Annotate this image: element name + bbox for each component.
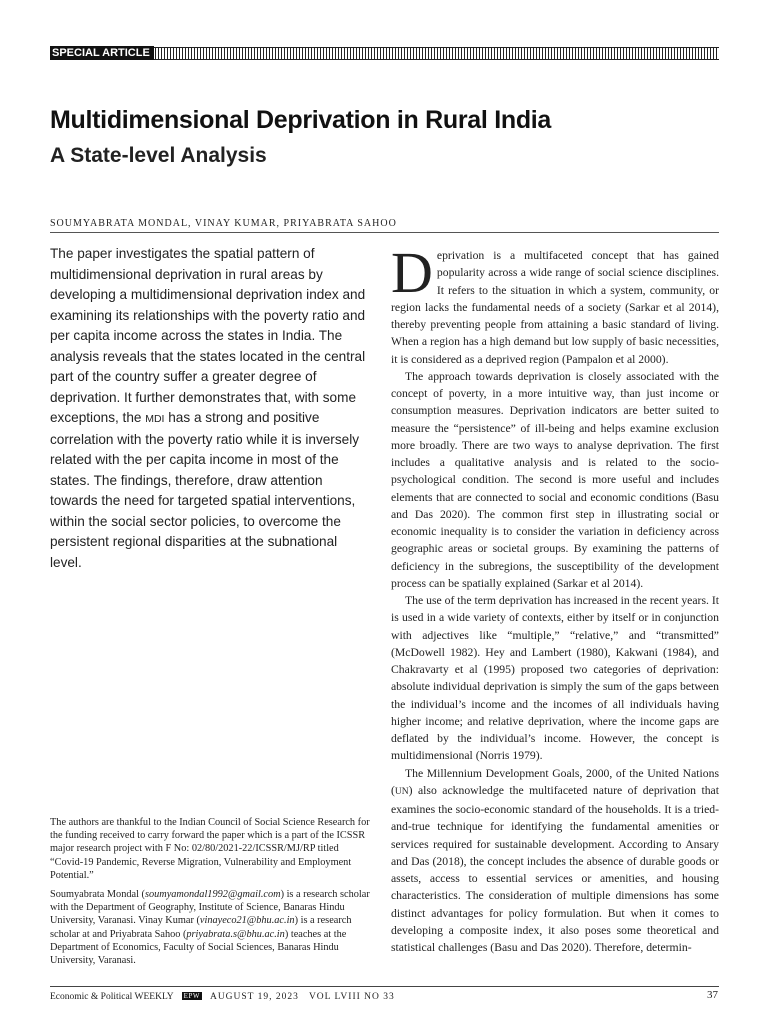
author-notes: [50, 816, 372, 973]
acknowledgement-note: The authors are thankful to the Indian Council of Social Science Research for the funding received to carry forward the paper which is a part of the ICSSR major research project with F No: 02/80/2021-22/ICSSR/MJ/RP titled “Covid-19 Pandemic, Reverse Migration, Vulnerability and Employment Potential.”: [50, 817, 370, 881]
author-email-3: priyabrata.s@bhu.ac.in: [186, 928, 285, 940]
article-subtitle: A State-level Analysis: [50, 144, 267, 167]
un-acronym: UN: [394, 786, 409, 797]
journal-name: Economic & Political WEEKLY: [50, 992, 174, 1002]
author-email-2: vinayeco21@bhu.ac.in: [199, 915, 295, 927]
page-number: 37: [707, 989, 718, 1001]
body-paragraph-4-text-a: The Millennium Development Goals, 2000, of the United Nations (: [391, 766, 719, 797]
section-label: SPECIAL ARTICLE: [50, 46, 154, 60]
author-email-1: soumyamondal1992@gmail.com: [144, 889, 281, 901]
affiliation-text-3: ) is a research scholar at and Priyabrata Sahoo (: [50, 915, 352, 940]
abstract-acronym: MDI: [145, 413, 165, 425]
body-paragraph-4: [391, 765, 719, 957]
affiliation-note: [50, 888, 372, 967]
abstract: [50, 244, 372, 573]
abstract-text-2: has a strong and positive correlation with the poverty ratio while it is inversely related with the per capita income in most of the states. The findings, therefore, draw attention towards the need for targeted spatial interventions, within the social sector policies, to overcome the persistent regional disparities at the subnational level.: [50, 410, 360, 570]
abstract-text-1: The paper investigates the spatial pattern of multidimensional deprivation in rural areas by developing a multidimensional deprivation index and examining its relationships with the poverty ratio and per capita income across the states in India. The analysis reveals that the states located in the central part of the country suffer a greater degree of deprivation. It further demonstrates that, with some exceptions, the: [50, 246, 366, 425]
affiliation-text-1: Soumyabrata Mondal (: [50, 889, 145, 901]
epw-logo: EPW: [183, 992, 200, 1000]
drop-cap: D: [391, 240, 433, 305]
body-paragraph-4-text-b: ) also acknowledge the multifaceted nature of deprivation that examines the socio-economic standard of the households. It is a tried-and-true technique for identifying the fundamental amenities or services required for sustainable development. According to Ansary and Das (2018), the concept includes the absence of durable goods or assets, access to essential services or amenities, and housing characteristics. The consideration of multiple dimensions has some distinct advantages for policy formulation. But when it comes to developing a composite index, it also poses some theoretical and statistical challenges (Basu and Das 2020). Therefore, determin-: [391, 783, 719, 954]
article-title: Multidimensional Deprivation in Rural India: [50, 106, 552, 134]
page-footer: [50, 992, 405, 1002]
affiliation-text-4: ) teaches at the Department of Economics, Faculty of Social Sciences, Banaras Hindu University, Varanasi.: [50, 928, 347, 967]
footer-divider: [50, 986, 719, 987]
byline-divider: [50, 232, 719, 233]
affiliation-text-2: ) is a research scholar with the Department of Geography, Institute of Science, Banaras Hindu University, Varanasi. Vinay Kumar (: [50, 889, 370, 927]
body-paragraph-2: The approach towards deprivation is closely associated with the concept of poverty, in a more intuitive way, than just income or consumption measures. Deprivation indicators are better suited to measure the “persistence” of ill-being and helps examine exclusion more broadly. There are two ways to analyse deprivation. The first includes a qualitative analysis and is related to the socio-psychological condition. The second is more useful and includes elements that are connected to social and economic conditions (Basu and Das 2020). The common first step in illustrating social or economic inequality is to consider the variation in deficiency across geographic areas or societal groups. By examining the patterns of deficiency in the subregions, the susceptibility of the development process can be spatially explained (Sarkar et al 2014).: [391, 369, 719, 590]
issue-date: AUGUST 19, 2023: [209, 992, 299, 1002]
body-paragraph-1: [391, 240, 719, 368]
body-column: [391, 240, 719, 956]
issue-volume: VOL LVIII NO 33: [308, 992, 395, 1002]
body-paragraph-3: The use of the term deprivation has increased in the recent years. It is used in a wide variety of contexts, either by itself or in conjunction with adjectives like “multiple,” “relative,” and “transmitted” (McDowell 1982). Hey and Lambert (1980), Kakwani (1984), and Chakravarty et al (1995) proposed two categories of deprivation: absolute individual deprivation is simply the sum of the gaps between the individual’s income and the incomes of all individuals having higher income; and relative deprivation, where the income gaps are deflated by the individual’s income. However, the concept is multidimensional (Norris 1979).: [391, 594, 719, 763]
body-paragraph-1-text: eprivation is a multifaceted concept that has gained popularity across a wide range of social science disciplines. It refers to the situation in which a system, community, or region lacks the fundamental needs of a society (Sarkar et al 2014), thereby preventing people from attaining a basic standard of living. When a region has a high demand but low supply of basic necessities, it is considered as a deprived region (Pampalon et al 2000).: [391, 249, 719, 366]
author-byline: SOUMYABRATA MONDAL, VINAY KUMAR, PRIYABRATA SAHOO: [50, 218, 397, 229]
